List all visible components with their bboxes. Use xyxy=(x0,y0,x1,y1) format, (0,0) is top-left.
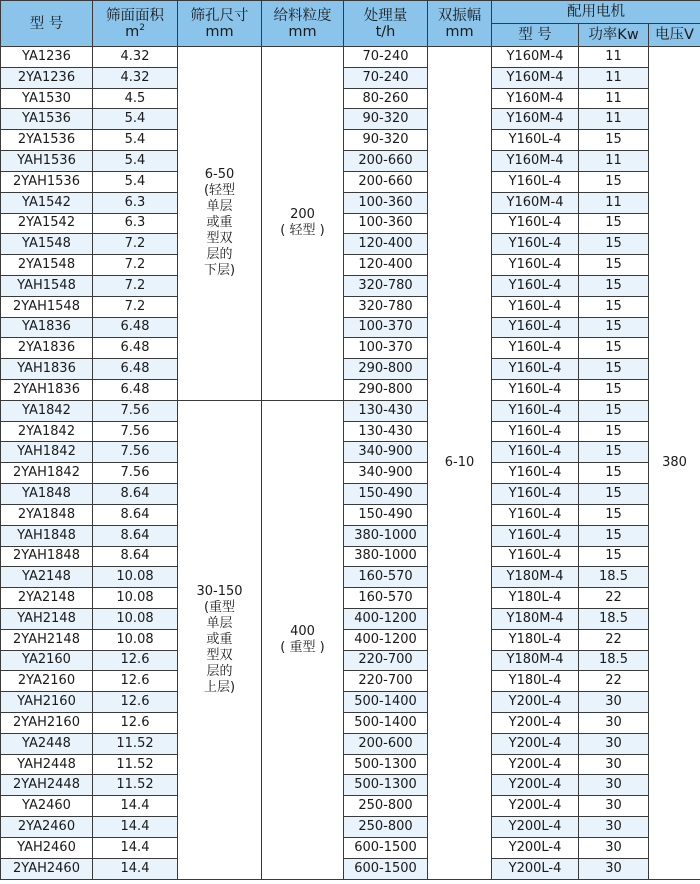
model-cell: YAH2460 xyxy=(1,837,93,858)
motor-model-cell: Y200L-4 xyxy=(492,796,579,817)
motor-power-cell: 15 xyxy=(579,463,649,484)
motor-power-cell: 30 xyxy=(579,858,649,879)
capacity-cell: 130-430 xyxy=(344,421,428,442)
header-motor-model: 型 号 xyxy=(492,24,579,47)
motor-model-cell: Y160L-4 xyxy=(492,275,579,296)
capacity-cell: 160-570 xyxy=(344,588,428,609)
capacity-cell: 250-800 xyxy=(344,796,428,817)
voltage-cell: 380 xyxy=(649,47,700,880)
motor-power-cell: 15 xyxy=(579,234,649,255)
model-cell: 2YA1542 xyxy=(1,213,93,234)
table-row xyxy=(1,275,700,296)
motor-model-cell: Y200L-4 xyxy=(492,733,579,754)
table-row xyxy=(1,67,700,88)
table-row xyxy=(1,463,700,484)
capacity-cell: 500-1300 xyxy=(344,754,428,775)
capacity-cell: 500-1300 xyxy=(344,775,428,796)
motor-power-cell: 30 xyxy=(579,775,649,796)
model-cell: YA2460 xyxy=(1,796,93,817)
model-cell: YA1836 xyxy=(1,317,93,338)
model-cell: YA1548 xyxy=(1,234,93,255)
table-row xyxy=(1,130,700,151)
table-row xyxy=(1,255,700,276)
model-cell: YAH1536 xyxy=(1,151,93,172)
amplitude-cell: 6-10 xyxy=(428,47,492,880)
table-row xyxy=(1,317,700,338)
area-cell: 12.6 xyxy=(93,671,178,692)
model-cell: YA2160 xyxy=(1,650,93,671)
capacity-cell: 160-570 xyxy=(344,567,428,588)
motor-model-cell: Y160L-4 xyxy=(492,400,579,421)
table-row xyxy=(1,109,700,130)
table-row xyxy=(1,692,700,713)
area-cell: 10.08 xyxy=(93,608,178,629)
motor-power-cell: 18.5 xyxy=(579,567,649,588)
motor-model-cell: Y160L-4 xyxy=(492,359,579,380)
area-cell: 6.48 xyxy=(93,359,178,380)
model-cell: 2YA2160 xyxy=(1,671,93,692)
feed-size-lower-line: ( 重型 ) xyxy=(280,639,325,655)
motor-power-cell: 18.5 xyxy=(579,650,649,671)
table-body xyxy=(1,47,700,880)
hole-size-lower-line: (重型 xyxy=(203,599,236,615)
table-row xyxy=(1,837,700,858)
motor-model-cell: Y200L-4 xyxy=(492,713,579,734)
capacity-cell: 100-370 xyxy=(344,317,428,338)
motor-power-cell: 15 xyxy=(579,317,649,338)
table-row xyxy=(1,858,700,879)
area-cell: 5.4 xyxy=(93,171,178,192)
motor-power-cell: 15 xyxy=(579,421,649,442)
table-row xyxy=(1,588,700,609)
motor-power-cell: 15 xyxy=(579,130,649,151)
motor-power-cell: 15 xyxy=(579,380,649,401)
capacity-cell: 120-400 xyxy=(344,255,428,276)
area-cell: 11.52 xyxy=(93,754,178,775)
motor-model-cell: Y180M-4 xyxy=(492,608,579,629)
feed-size-lower-line: 400 xyxy=(290,623,315,639)
table-row xyxy=(1,338,700,359)
hole-size-upper xyxy=(178,47,262,401)
capacity-cell: 290-800 xyxy=(344,359,428,380)
capacity-cell: 150-490 xyxy=(344,504,428,525)
area-cell: 7.56 xyxy=(93,442,178,463)
model-cell: YA1542 xyxy=(1,192,93,213)
motor-power-cell: 15 xyxy=(579,296,649,317)
motor-model-cell: Y160L-4 xyxy=(492,171,579,192)
motor-model-cell: Y160L-4 xyxy=(492,317,579,338)
model-cell: YAH2160 xyxy=(1,692,93,713)
table-row xyxy=(1,525,700,546)
table-row xyxy=(1,671,700,692)
motor-power-cell: 15 xyxy=(579,400,649,421)
motor-power-cell: 30 xyxy=(579,733,649,754)
capacity-cell: 220-700 xyxy=(344,650,428,671)
motor-power-cell: 22 xyxy=(579,671,649,692)
motor-power-cell: 15 xyxy=(579,484,649,505)
table-row xyxy=(1,400,700,421)
area-cell: 14.4 xyxy=(93,817,178,838)
area-cell: 7.56 xyxy=(93,463,178,484)
motor-power-cell: 30 xyxy=(579,692,649,713)
model-cell: 2YA1548 xyxy=(1,255,93,276)
capacity-cell: 200-660 xyxy=(344,171,428,192)
motor-power-cell: 11 xyxy=(579,109,649,130)
capacity-cell: 380-1000 xyxy=(344,546,428,567)
capacity-cell: 70-240 xyxy=(344,67,428,88)
motor-power-cell: 11 xyxy=(579,192,649,213)
motor-model-cell: Y160M-4 xyxy=(492,151,579,172)
hole-size-upper-line: 型双 xyxy=(206,231,233,247)
motor-power-cell: 30 xyxy=(579,817,649,838)
header-amplitude: 双振幅 mm xyxy=(428,1,492,47)
area-cell: 6.48 xyxy=(93,338,178,359)
motor-model-cell: Y160L-4 xyxy=(492,234,579,255)
model-cell: 2YAH1548 xyxy=(1,296,93,317)
model-cell: YA1842 xyxy=(1,400,93,421)
table-row xyxy=(1,817,700,838)
area-cell: 8.64 xyxy=(93,504,178,525)
capacity-cell: 500-1400 xyxy=(344,713,428,734)
model-cell: 2YA1236 xyxy=(1,67,93,88)
motor-model-cell: Y180M-4 xyxy=(492,650,579,671)
motor-power-cell: 15 xyxy=(579,525,649,546)
model-cell: 2YA1842 xyxy=(1,421,93,442)
table-row xyxy=(1,775,700,796)
area-cell: 12.6 xyxy=(93,692,178,713)
area-cell: 6.48 xyxy=(93,380,178,401)
capacity-cell: 90-320 xyxy=(344,109,428,130)
model-cell: YAH2148 xyxy=(1,608,93,629)
model-cell: YAH1548 xyxy=(1,275,93,296)
capacity-cell: 500-1400 xyxy=(344,692,428,713)
motor-power-cell: 30 xyxy=(579,837,649,858)
header-feed-size: 给料粒度 mm xyxy=(262,1,344,47)
motor-power-cell: 15 xyxy=(579,442,649,463)
model-cell: YA1530 xyxy=(1,88,93,109)
capacity-cell: 380-1000 xyxy=(344,525,428,546)
model-cell: 2YAH2160 xyxy=(1,713,93,734)
capacity-cell: 90-320 xyxy=(344,130,428,151)
hole-size-upper-line: 单层 xyxy=(206,199,233,215)
model-cell: YA1236 xyxy=(1,47,93,68)
header-motor-power: 功率Kw xyxy=(579,24,649,47)
motor-model-cell: Y160L-4 xyxy=(492,421,579,442)
motor-model-cell: Y160L-4 xyxy=(492,525,579,546)
capacity-cell: 400-1200 xyxy=(344,608,428,629)
header-area: 筛面面积 $m^2$ xyxy=(93,1,178,47)
motor-model-cell: Y160L-4 xyxy=(492,130,579,151)
capacity-cell: 100-370 xyxy=(344,338,428,359)
model-cell: 2YAH1842 xyxy=(1,463,93,484)
area-cell: 8.64 xyxy=(93,525,178,546)
motor-model-cell: Y160L-4 xyxy=(492,338,579,359)
table-row xyxy=(1,650,700,671)
motor-model-cell: Y160M-4 xyxy=(492,67,579,88)
motor-power-cell: 30 xyxy=(579,754,649,775)
model-cell: 2YAH1836 xyxy=(1,380,93,401)
capacity-cell: 80-260 xyxy=(344,88,428,109)
area-cell: 7.2 xyxy=(93,234,178,255)
motor-power-cell: 30 xyxy=(579,796,649,817)
table-row xyxy=(1,192,700,213)
model-cell: YAH2448 xyxy=(1,754,93,775)
capacity-cell: 100-360 xyxy=(344,213,428,234)
motor-model-cell: Y160M-4 xyxy=(492,47,579,68)
area-cell: 4.5 xyxy=(93,88,178,109)
area-cell: 8.64 xyxy=(93,546,178,567)
motor-model-cell: Y160L-4 xyxy=(492,255,579,276)
capacity-cell: 400-1200 xyxy=(344,629,428,650)
model-cell: 2YA1536 xyxy=(1,130,93,151)
hole-size-lower-line: 层的 xyxy=(206,663,233,679)
capacity-cell: 200-600 xyxy=(344,733,428,754)
capacity-cell: 200-660 xyxy=(344,151,428,172)
table-row xyxy=(1,88,700,109)
table-row xyxy=(1,504,700,525)
motor-power-cell: 15 xyxy=(579,171,649,192)
table-row xyxy=(1,733,700,754)
table-row xyxy=(1,484,700,505)
motor-model-cell: Y200L-4 xyxy=(492,775,579,796)
model-cell: YA2448 xyxy=(1,733,93,754)
table-row xyxy=(1,421,700,442)
area-cell: 14.4 xyxy=(93,796,178,817)
capacity-cell: 130-430 xyxy=(344,400,428,421)
hole-size-lower-line: 型双 xyxy=(206,647,233,663)
motor-power-cell: 22 xyxy=(579,629,649,650)
motor-model-cell: Y200L-4 xyxy=(492,692,579,713)
motor-model-cell: Y160L-4 xyxy=(492,296,579,317)
table-row xyxy=(1,151,700,172)
header-hole-size: 筛孔尺寸 mm xyxy=(178,1,262,47)
hole-size-lower-line: 或重 xyxy=(206,631,233,647)
feed-size-lower xyxy=(262,400,344,879)
table-row xyxy=(1,359,700,380)
table-row xyxy=(1,567,700,588)
area-cell: 11.52 xyxy=(93,775,178,796)
capacity-cell: 290-800 xyxy=(344,380,428,401)
motor-power-cell: 11 xyxy=(579,151,649,172)
motor-model-cell: Y160M-4 xyxy=(492,109,579,130)
area-cell: 5.4 xyxy=(93,130,178,151)
table-row xyxy=(1,296,700,317)
area-cell: 4.32 xyxy=(93,47,178,68)
model-cell: 2YAH1536 xyxy=(1,171,93,192)
model-cell: 2YAH2448 xyxy=(1,775,93,796)
area-cell: 10.08 xyxy=(93,629,178,650)
area-cell: 6.3 xyxy=(93,192,178,213)
area-cell: 5.4 xyxy=(93,151,178,172)
area-cell: 7.2 xyxy=(93,275,178,296)
motor-model-cell: Y200L-4 xyxy=(492,837,579,858)
motor-power-cell: 18.5 xyxy=(579,608,649,629)
motor-model-cell: Y200L-4 xyxy=(492,754,579,775)
area-cell: 11.52 xyxy=(93,733,178,754)
area-cell: 8.64 xyxy=(93,484,178,505)
motor-power-cell: 15 xyxy=(579,338,649,359)
hole-size-lower xyxy=(178,400,262,879)
area-cell: 10.08 xyxy=(93,567,178,588)
motor-model-cell: Y200L-4 xyxy=(492,858,579,879)
feed-size-upper-line: ( 轻型 ) xyxy=(280,223,325,239)
area-cell: 7.2 xyxy=(93,296,178,317)
model-cell: YA1536 xyxy=(1,109,93,130)
motor-power-cell: 30 xyxy=(579,713,649,734)
header-motor-voltage: 电压V xyxy=(649,24,700,47)
capacity-cell: 150-490 xyxy=(344,484,428,505)
hole-size-upper-line: 下层) xyxy=(203,263,236,279)
motor-model-cell: Y160L-4 xyxy=(492,463,579,484)
header-capacity: 处理量 t/h xyxy=(344,1,428,47)
capacity-cell: 340-900 xyxy=(344,442,428,463)
capacity-cell: 100-360 xyxy=(344,192,428,213)
capacity-cell: 340-900 xyxy=(344,463,428,484)
motor-power-cell: 11 xyxy=(579,67,649,88)
motor-model-cell: Y180M-4 xyxy=(492,567,579,588)
table-header xyxy=(1,1,700,47)
motor-model-cell: Y160L-4 xyxy=(492,380,579,401)
model-cell: 2YAH2460 xyxy=(1,858,93,879)
motor-power-cell: 15 xyxy=(579,275,649,296)
table-row xyxy=(1,546,700,567)
model-cell: 2YA2460 xyxy=(1,817,93,838)
model-cell: 2YA1848 xyxy=(1,504,93,525)
motor-model-cell: Y180L-4 xyxy=(492,629,579,650)
motor-model-cell: Y200L-4 xyxy=(492,817,579,838)
capacity-cell: 70-240 xyxy=(344,47,428,68)
motor-model-cell: Y180L-4 xyxy=(492,671,579,692)
table-row xyxy=(1,171,700,192)
hole-size-lower-line: 单层 xyxy=(206,615,233,631)
hole-size-lower-line: 上层) xyxy=(203,679,236,695)
motor-power-cell: 15 xyxy=(579,504,649,525)
area-cell: 10.08 xyxy=(93,588,178,609)
area-cell: 12.6 xyxy=(93,650,178,671)
table-row xyxy=(1,442,700,463)
motor-power-cell: 15 xyxy=(579,359,649,380)
area-cell: 7.56 xyxy=(93,421,178,442)
area-cell: 14.4 xyxy=(93,858,178,879)
model-cell: YAH1848 xyxy=(1,525,93,546)
area-cell: 4.32 xyxy=(93,67,178,88)
feed-size-upper xyxy=(262,47,344,401)
motor-model-cell: Y160M-4 xyxy=(492,192,579,213)
hole-size-upper-line: 6-50 xyxy=(204,167,235,183)
motor-power-cell: 15 xyxy=(579,255,649,276)
area-cell: 7.2 xyxy=(93,255,178,276)
table-row xyxy=(1,796,700,817)
area-cell: 7.56 xyxy=(93,400,178,421)
hole-size-upper-line: 或重 xyxy=(206,215,233,231)
header-motor: 配用电机 xyxy=(492,1,700,24)
motor-power-cell: 15 xyxy=(579,213,649,234)
area-cell: 6.3 xyxy=(93,213,178,234)
table-row xyxy=(1,713,700,734)
model-cell: YAH1836 xyxy=(1,359,93,380)
capacity-cell: 320-780 xyxy=(344,296,428,317)
area-cell: 14.4 xyxy=(93,837,178,858)
capacity-cell: 220-700 xyxy=(344,671,428,692)
model-cell: 2YA2148 xyxy=(1,588,93,609)
feed-size-upper-line: 200 xyxy=(290,207,315,223)
table-row xyxy=(1,47,700,68)
motor-power-cell: 15 xyxy=(579,546,649,567)
capacity-cell: 120-400 xyxy=(344,234,428,255)
motor-model-cell: Y160M-4 xyxy=(492,88,579,109)
capacity-cell: 600-1500 xyxy=(344,837,428,858)
capacity-cell: 250-800 xyxy=(344,817,428,838)
motor-model-cell: Y160L-4 xyxy=(492,213,579,234)
table-row xyxy=(1,754,700,775)
motor-model-cell: Y160L-4 xyxy=(492,484,579,505)
area-cell: 6.48 xyxy=(93,317,178,338)
motor-model-cell: Y160L-4 xyxy=(492,504,579,525)
table-row xyxy=(1,234,700,255)
table-row xyxy=(1,629,700,650)
model-cell: YA2148 xyxy=(1,567,93,588)
table-row xyxy=(1,213,700,234)
motor-power-cell: 11 xyxy=(579,47,649,68)
table-row xyxy=(1,380,700,401)
area-cell: 5.4 xyxy=(93,109,178,130)
model-cell: 2YAH1848 xyxy=(1,546,93,567)
model-cell: 2YA1836 xyxy=(1,338,93,359)
hole-size-upper-line: (轻型 xyxy=(203,183,236,199)
hole-size-upper-line: 层的 xyxy=(206,247,233,263)
area-cell: 12.6 xyxy=(93,713,178,734)
motor-model-cell: Y160L-4 xyxy=(492,546,579,567)
model-cell: YA1848 xyxy=(1,484,93,505)
motor-power-cell: 22 xyxy=(579,588,649,609)
model-cell: YAH1842 xyxy=(1,442,93,463)
capacity-cell: 600-1500 xyxy=(344,858,428,879)
model-cell: 2YAH2148 xyxy=(1,629,93,650)
capacity-cell: 320-780 xyxy=(344,275,428,296)
hole-size-lower-line: 30-150 xyxy=(196,583,243,599)
motor-model-cell: Y180L-4 xyxy=(492,588,579,609)
motor-power-cell: 11 xyxy=(579,88,649,109)
table-row xyxy=(1,608,700,629)
header-model: 型 号 xyxy=(1,1,93,47)
motor-model-cell: Y160L-4 xyxy=(492,442,579,463)
